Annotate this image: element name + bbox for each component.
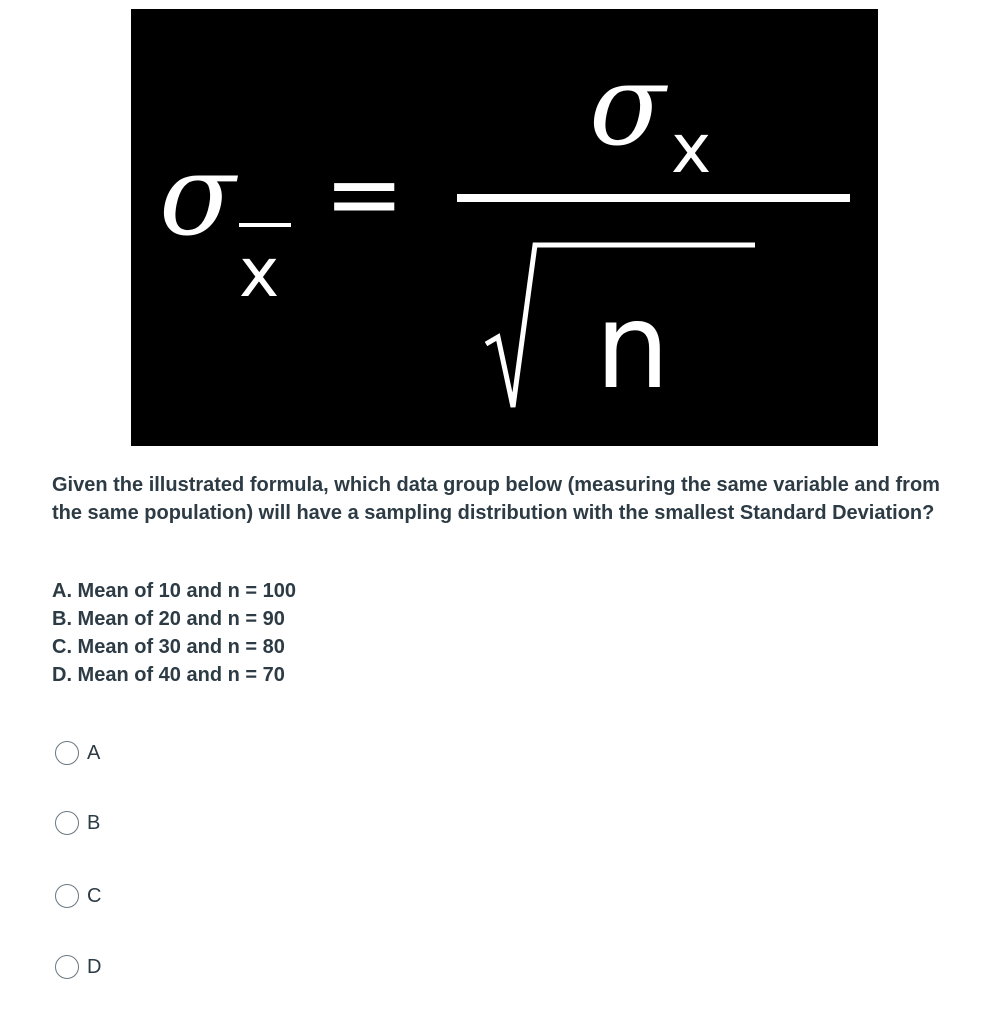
numerator-sigma: σ — [589, 41, 666, 171]
radio-button-a[interactable] — [55, 741, 79, 765]
answer-choice-d[interactable] — [55, 952, 101, 982]
lhs-subscript-bar — [239, 223, 291, 227]
standard-error-formula — [131, 9, 878, 446]
answer-label-a: A — [87, 742, 101, 764]
answer-choice-c[interactable] — [55, 881, 101, 911]
answer-choice-a[interactable] — [55, 738, 100, 768]
answer-label-c: C — [87, 885, 102, 907]
answer-label-d: D — [87, 956, 102, 978]
answer-label-b: B — [87, 812, 101, 834]
radicand: n — [595, 277, 670, 415]
equals-sign: = — [324, 138, 405, 250]
formula-image — [131, 9, 878, 446]
option-description-b: B. Mean of 20 and n = 90 — [52, 608, 285, 630]
radio-button-d[interactable] — [55, 955, 79, 979]
fraction-bar — [457, 194, 850, 202]
radio-button-c[interactable] — [55, 884, 79, 908]
answer-choice-b[interactable] — [55, 808, 100, 838]
option-descriptions — [52, 577, 652, 689]
question-text: Given the illustrated formula, which data group below (measuring the same variable and from the same population) will have a sampling distribution with the smallest Standard Deviation? — [52, 474, 940, 524]
option-description-d: D. Mean of 40 and n = 70 — [52, 664, 285, 686]
lhs-sigma: σ — [159, 131, 236, 261]
option-description-a: A. Mean of 10 and n = 100 — [52, 580, 296, 602]
radio-button-b[interactable] — [55, 811, 79, 835]
option-description-c: C. Mean of 30 and n = 80 — [52, 636, 285, 658]
lhs-subscript: x — [239, 234, 280, 313]
numerator-subscript: x — [671, 110, 712, 189]
